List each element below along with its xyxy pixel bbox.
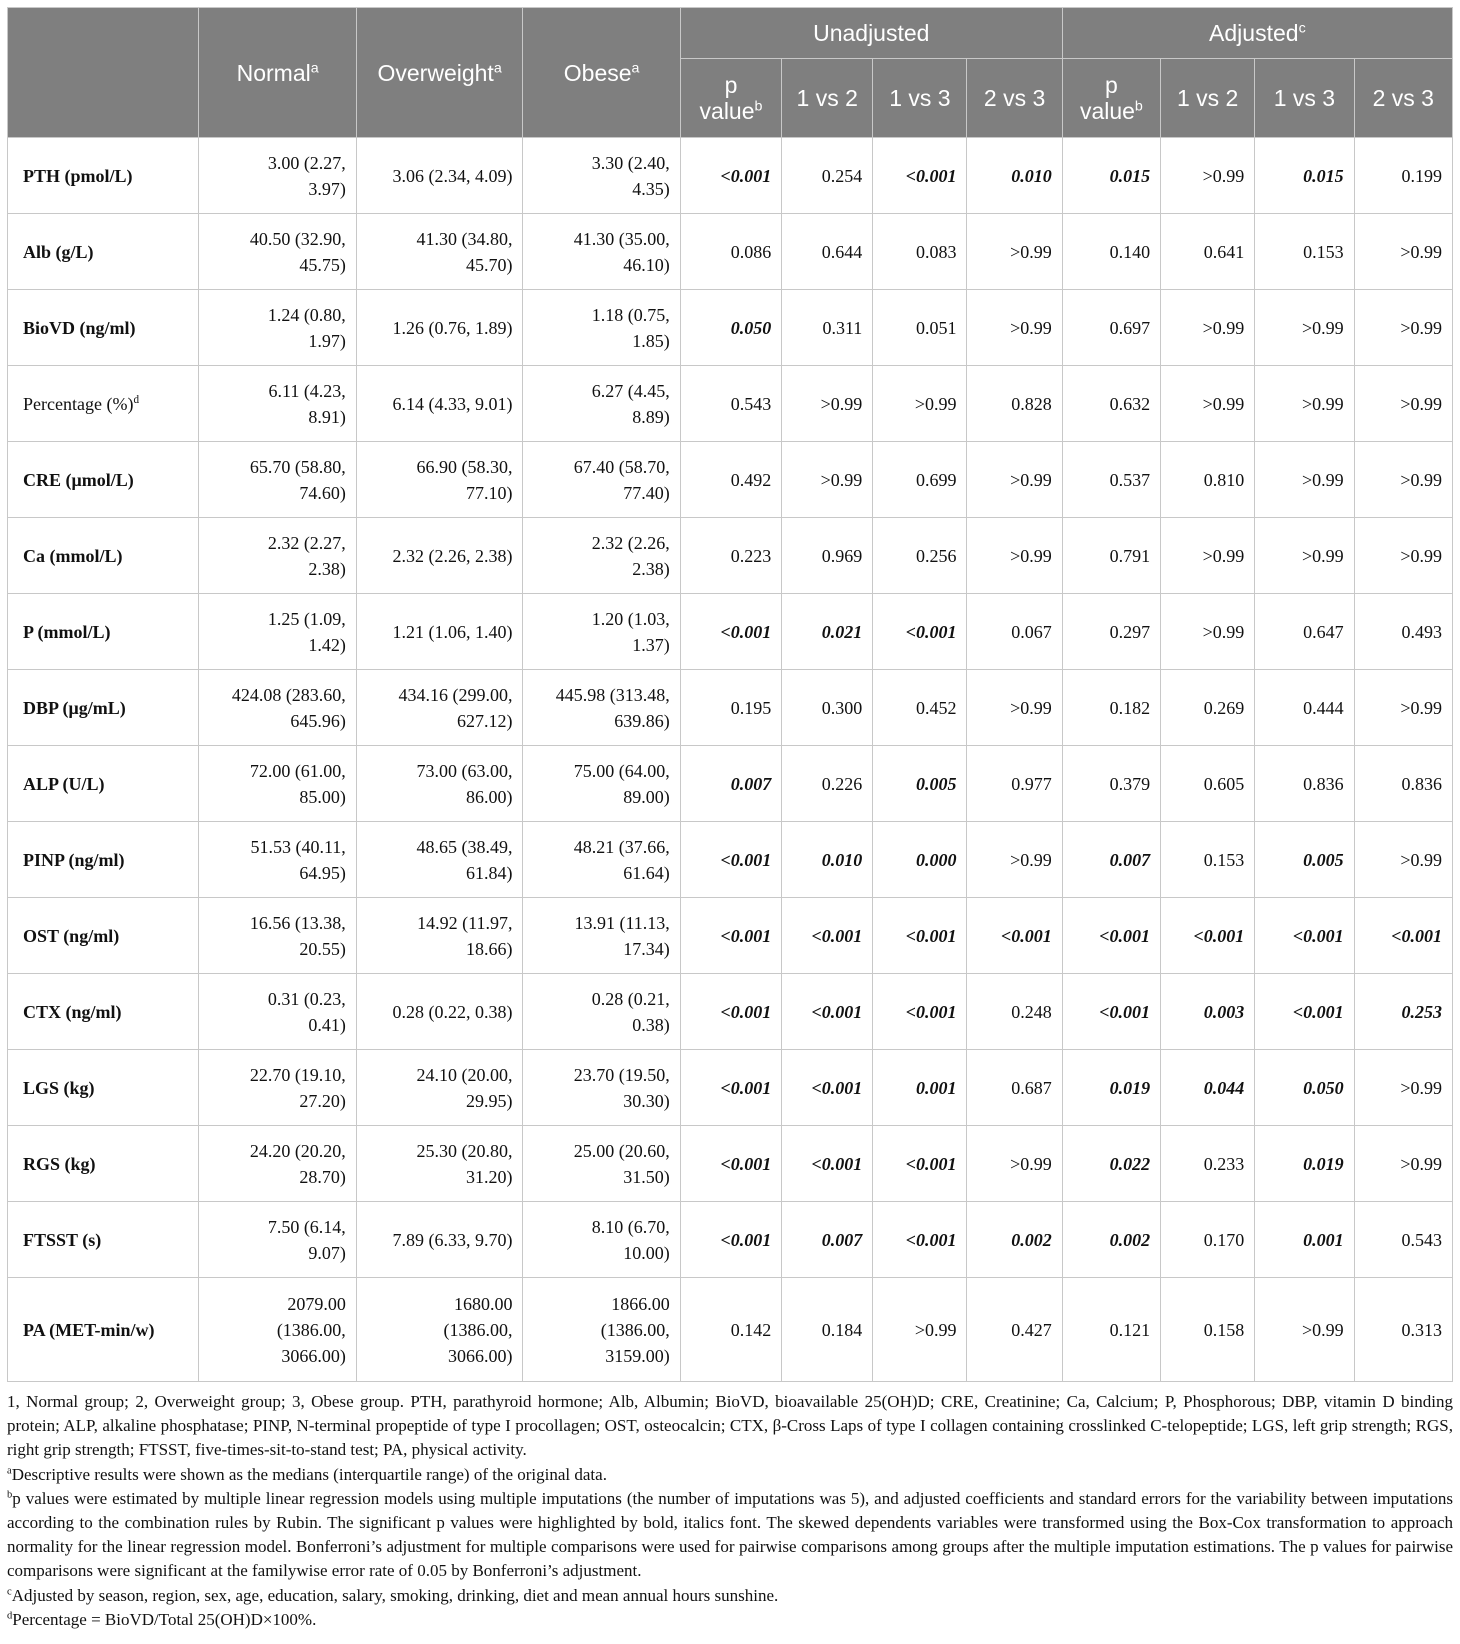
cell-overweight: 7.89 (6.33, 9.70) [356,1202,523,1278]
table-row [8,1050,1453,1126]
cell-unadj-1vs3: <0.001 [873,1126,967,1202]
cell-unadj-1vs2: 0.311 [782,290,873,366]
cell-obese: 48.21 (37.66, 61.64) [523,822,680,898]
table-row [8,822,1453,898]
cell-unadj-pvalue: 0.223 [680,518,781,594]
header-adj-2vs3: 2 vs 3 [1354,59,1452,138]
cell-unadj-1vs2: 0.644 [782,214,873,290]
cell-overweight: 2.32 (2.26, 2.38) [356,518,523,594]
cell-adj-2vs3: >0.99 [1354,670,1452,746]
cell-unadj-pvalue: <0.001 [680,1202,781,1278]
table-figure [7,7,1453,1632]
cell-obese: 13.91 (11.13, 17.34) [523,898,680,974]
cell-overweight: 66.90 (58.30, 77.10) [356,442,523,518]
cell-unadj-2vs3: >0.99 [967,1126,1062,1202]
cell-unadj-1vs3: 0.699 [873,442,967,518]
cell-unadj-1vs3: 0.083 [873,214,967,290]
cell-normal: 51.53 (40.11, 64.95) [199,822,356,898]
cell-overweight: 1680.00 (1386.00, 3066.00) [356,1278,523,1382]
cell-normal: 16.56 (13.38, 20.55) [199,898,356,974]
cell-adj-1vs3: 0.836 [1255,746,1354,822]
cell-adj-2vs3: <0.001 [1354,898,1452,974]
cell-unadj-1vs3: 0.001 [873,1050,967,1126]
cell-adj-1vs3: >0.99 [1255,1278,1354,1382]
cell-adj-1vs3: 0.153 [1255,214,1354,290]
cell-adj-1vs2: >0.99 [1161,594,1255,670]
cell-unadj-2vs3: >0.99 [967,518,1062,594]
cell-unadj-1vs2: 0.300 [782,670,873,746]
cell-unadj-2vs3: 0.687 [967,1050,1062,1126]
header-normal: Normal$^a$ [199,8,356,138]
footnote-b: $^b$p values were estimated by multiple linear regression models using multiple imputations (the number of imputations was 5), and adjusted coefficients and standard errors for the variability between imputations according to the combination rules by Rubin. The significant p values were highlighted by bold, italics font. The skewed dependents variables were transformed using the Box-Cox transformation to approach normality for the linear regression model. Bonferroni’s adjustment for multiple comparisons were used for pairwise comparisons among groups after the multiple imputation estimations. The p values for pairwise comparisons were significant at the familywise error rate of 0.05 by Bonferroni’s adjustment. [7,1488,1453,1581]
cell-adj-1vs3: <0.001 [1255,898,1354,974]
cell-normal: 0.31 (0.23, 0.41) [199,974,356,1050]
row-label: LGS (kg) [8,1050,199,1126]
table-row [8,442,1453,518]
cell-obese: 6.27 (4.45, 8.89) [523,366,680,442]
cell-adj-pvalue: 0.297 [1062,594,1160,670]
cell-adj-pvalue: 0.121 [1062,1278,1160,1382]
cell-adj-2vs3: 0.313 [1354,1278,1452,1382]
cell-overweight: 0.28 (0.22, 0.38) [356,974,523,1050]
cell-unadj-pvalue: 0.195 [680,670,781,746]
cell-unadj-1vs3: <0.001 [873,1202,967,1278]
table-row [8,366,1453,442]
cell-adj-1vs3: 0.019 [1255,1126,1354,1202]
cell-unadj-pvalue: <0.001 [680,138,781,214]
cell-adj-1vs2: 0.641 [1161,214,1255,290]
cell-adj-1vs2: 0.158 [1161,1278,1255,1382]
cell-unadj-1vs2: 0.007 [782,1202,873,1278]
cell-obese: 1.20 (1.03, 1.37) [523,594,680,670]
table-row [8,1202,1453,1278]
cell-adj-1vs2: >0.99 [1161,518,1255,594]
footnote-abbreviations: 1, Normal group; 2, Overweight group; 3, Obese group. PTH, parathyroid hormone; Alb, Albumin; BioVD, bioavailable 25(OH)D; CRE, Creatinine; Ca, Calcium; P, Phosphorous; DBP, vitamin D binding protein; ALP, alkaline phosphatase; PINP, N-terminal propeptide of type I procollagen; OST, osteocalcin; CTX, β-Cross Laps of type I collagen containing crosslinked C-telopeptide; LGS, left grip strength; RGS, right grip strength; FTSST, five-times-sit-to-stand test; PA, physical activity. [7,1392,1453,1460]
cell-adj-1vs2: 0.170 [1161,1202,1255,1278]
cell-unadj-1vs2: >0.99 [782,366,873,442]
cell-overweight: 14.92 (11.97, 18.66) [356,898,523,974]
header-unadj-pvalue: p value$^b$ [680,59,781,138]
cell-adj-2vs3: >0.99 [1354,518,1452,594]
table-row [8,518,1453,594]
cell-unadj-2vs3: 0.010 [967,138,1062,214]
row-label: Percentage (%)$^d$ [8,366,199,442]
header-unadj-1vs2: 1 vs 2 [782,59,873,138]
cell-obese: 1.18 (0.75, 1.85) [523,290,680,366]
cell-unadj-pvalue: 0.142 [680,1278,781,1382]
cell-normal: 40.50 (32.90, 45.75) [199,214,356,290]
table-row [8,290,1453,366]
header-unadj-2vs3: 2 vs 3 [967,59,1062,138]
cell-unadj-1vs2: <0.001 [782,1050,873,1126]
cell-adj-1vs2: 0.153 [1161,822,1255,898]
cell-unadj-pvalue: <0.001 [680,822,781,898]
row-label: ALP (U/L) [8,746,199,822]
cell-unadj-2vs3: >0.99 [967,214,1062,290]
header-adj-1vs2: 1 vs 2 [1161,59,1255,138]
cell-overweight: 1.21 (1.06, 1.40) [356,594,523,670]
cell-unadj-1vs2: 0.184 [782,1278,873,1382]
cell-unadj-1vs3: 0.005 [873,746,967,822]
cell-adj-pvalue: 0.182 [1062,670,1160,746]
header-obese: Obese$^a$ [523,8,680,138]
cell-unadj-1vs3: <0.001 [873,898,967,974]
cell-unadj-2vs3: >0.99 [967,442,1062,518]
cell-normal: 72.00 (61.00, 85.00) [199,746,356,822]
cell-overweight: 41.30 (34.80, 45.70) [356,214,523,290]
row-label: PINP (ng/ml) [8,822,199,898]
cell-obese: 25.00 (20.60, 31.50) [523,1126,680,1202]
cell-normal: 3.00 (2.27, 3.97) [199,138,356,214]
cell-adj-pvalue: 0.002 [1062,1202,1160,1278]
cell-unadj-pvalue: 0.007 [680,746,781,822]
cell-unadj-1vs2: 0.254 [782,138,873,214]
cell-obese: 0.28 (0.21, 0.38) [523,974,680,1050]
cell-adj-1vs3: 0.647 [1255,594,1354,670]
cell-normal: 2.32 (2.27, 2.38) [199,518,356,594]
cell-normal: 22.70 (19.10, 27.20) [199,1050,356,1126]
cell-adj-pvalue: 0.015 [1062,138,1160,214]
cell-overweight: 1.26 (0.76, 1.89) [356,290,523,366]
header-adjusted: Adjusted$^c$ [1062,8,1452,59]
cell-normal: 24.20 (20.20, 28.70) [199,1126,356,1202]
row-label: P (mmol/L) [8,594,199,670]
cell-normal: 65.70 (58.80, 74.60) [199,442,356,518]
cell-adj-pvalue: 0.697 [1062,290,1160,366]
cell-overweight: 73.00 (63.00, 86.00) [356,746,523,822]
cell-unadj-1vs3: 0.452 [873,670,967,746]
cell-adj-1vs3: 0.005 [1255,822,1354,898]
cell-unadj-1vs3: >0.99 [873,366,967,442]
cell-obese: 41.30 (35.00, 46.10) [523,214,680,290]
row-label: CTX (ng/ml) [8,974,199,1050]
cell-adj-pvalue: 0.791 [1062,518,1160,594]
cell-obese: 8.10 (6.70, 10.00) [523,1202,680,1278]
cell-adj-1vs3: 0.444 [1255,670,1354,746]
cell-unadj-2vs3: >0.99 [967,670,1062,746]
cell-unadj-1vs3: <0.001 [873,138,967,214]
cell-adj-2vs3: >0.99 [1354,1050,1452,1126]
cell-adj-1vs2: >0.99 [1161,366,1255,442]
table-row [8,138,1453,214]
header-overweight: Overweight$^a$ [356,8,523,138]
cell-overweight: 25.30 (20.80, 31.20) [356,1126,523,1202]
cell-obese: 1866.00 (1386.00, 3159.00) [523,1278,680,1382]
row-label: Alb (g/L) [8,214,199,290]
cell-obese: 445.98 (313.48, 639.86) [523,670,680,746]
cell-adj-pvalue: <0.001 [1062,974,1160,1050]
table-body [8,138,1453,1382]
cell-normal: 2079.00 (1386.00, 3066.00) [199,1278,356,1382]
cell-unadj-pvalue: 0.050 [680,290,781,366]
table-header [8,8,1453,138]
cell-obese: 67.40 (58.70, 77.40) [523,442,680,518]
cell-unadj-2vs3: 0.248 [967,974,1062,1050]
cell-unadj-pvalue: <0.001 [680,974,781,1050]
header-adj-1vs3: 1 vs 3 [1255,59,1354,138]
table-row [8,1278,1453,1382]
cell-adj-1vs2: 0.003 [1161,974,1255,1050]
cell-normal: 424.08 (283.60, 645.96) [199,670,356,746]
cell-unadj-1vs2: 0.021 [782,594,873,670]
cell-adj-2vs3: >0.99 [1354,822,1452,898]
table-row [8,1126,1453,1202]
cell-overweight: 48.65 (38.49, 61.84) [356,822,523,898]
table-footnotes [7,1390,1453,1632]
cell-adj-1vs3: 0.050 [1255,1050,1354,1126]
cell-adj-1vs3: >0.99 [1255,366,1354,442]
row-label: OST (ng/ml) [8,898,199,974]
footnote-c: $^c$Adjusted by season, region, sex, age, education, salary, smoking, drinking, diet and mean annual hours sunshine. [7,1585,779,1605]
cell-unadj-1vs2: 0.226 [782,746,873,822]
cell-unadj-1vs2: 0.010 [782,822,873,898]
results-table [7,7,1453,1382]
cell-adj-1vs3: 0.015 [1255,138,1354,214]
row-label: RGS (kg) [8,1126,199,1202]
cell-adj-1vs3: >0.99 [1255,290,1354,366]
cell-unadj-1vs2: <0.001 [782,974,873,1050]
cell-adj-2vs3: >0.99 [1354,366,1452,442]
cell-unadj-2vs3: >0.99 [967,822,1062,898]
cell-adj-1vs2: >0.99 [1161,290,1255,366]
cell-adj-pvalue: 0.022 [1062,1126,1160,1202]
header-unadj-1vs3: 1 vs 3 [873,59,967,138]
cell-unadj-2vs3: 0.828 [967,366,1062,442]
cell-unadj-1vs3: <0.001 [873,974,967,1050]
row-label: BioVD (ng/ml) [8,290,199,366]
cell-normal: 1.25 (1.09, 1.42) [199,594,356,670]
cell-adj-pvalue: 0.632 [1062,366,1160,442]
cell-adj-2vs3: >0.99 [1354,214,1452,290]
table-row [8,594,1453,670]
row-label: FTSST (s) [8,1202,199,1278]
cell-unadj-pvalue: 0.086 [680,214,781,290]
cell-unadj-pvalue: <0.001 [680,594,781,670]
cell-unadj-2vs3: 0.002 [967,1202,1062,1278]
cell-unadj-pvalue: <0.001 [680,1050,781,1126]
table-row [8,214,1453,290]
cell-adj-2vs3: 0.199 [1354,138,1452,214]
table-row [8,746,1453,822]
cell-unadj-pvalue: 0.492 [680,442,781,518]
table-row [8,974,1453,1050]
cell-adj-2vs3: 0.253 [1354,974,1452,1050]
cell-adj-2vs3: 0.493 [1354,594,1452,670]
cell-adj-2vs3: >0.99 [1354,442,1452,518]
cell-adj-1vs2: >0.99 [1161,138,1255,214]
header-adj-pvalue: p value$^b$ [1062,59,1160,138]
table-row [8,898,1453,974]
cell-unadj-1vs2: <0.001 [782,1126,873,1202]
footnote-a: $^a$Descriptive results were shown as the medians (interquartile range) of the original data. [7,1464,607,1484]
cell-obese: 3.30 (2.40, 4.35) [523,138,680,214]
cell-unadj-1vs3: <0.001 [873,594,967,670]
cell-unadj-1vs3: 0.051 [873,290,967,366]
cell-adj-pvalue: 0.379 [1062,746,1160,822]
cell-adj-1vs3: 0.001 [1255,1202,1354,1278]
cell-unadj-2vs3: 0.067 [967,594,1062,670]
cell-unadj-1vs2: 0.969 [782,518,873,594]
cell-adj-2vs3: 0.836 [1354,746,1452,822]
cell-overweight: 24.10 (20.00, 29.95) [356,1050,523,1126]
cell-overweight: 434.16 (299.00, 627.12) [356,670,523,746]
cell-adj-1vs3: >0.99 [1255,442,1354,518]
cell-adj-1vs2: <0.001 [1161,898,1255,974]
cell-adj-1vs2: 0.810 [1161,442,1255,518]
header-unadjusted: Unadjusted [680,8,1062,59]
cell-adj-pvalue: 0.140 [1062,214,1160,290]
row-label: DBP (μg/mL) [8,670,199,746]
cell-adj-pvalue: 0.537 [1062,442,1160,518]
cell-obese: 23.70 (19.50, 30.30) [523,1050,680,1126]
cell-unadj-2vs3: 0.427 [967,1278,1062,1382]
cell-normal: 7.50 (6.14, 9.07) [199,1202,356,1278]
cell-unadj-2vs3: <0.001 [967,898,1062,974]
cell-obese: 2.32 (2.26, 2.38) [523,518,680,594]
row-label: PTH (pmol/L) [8,138,199,214]
cell-unadj-2vs3: 0.977 [967,746,1062,822]
cell-overweight: 3.06 (2.34, 4.09) [356,138,523,214]
row-label: PA (MET-min/w) [8,1278,199,1382]
table-row [8,670,1453,746]
cell-adj-pvalue: <0.001 [1062,898,1160,974]
cell-unadj-1vs3: >0.99 [873,1278,967,1382]
cell-unadj-2vs3: >0.99 [967,290,1062,366]
cell-unadj-1vs3: 0.256 [873,518,967,594]
footnote-d: $^d$Percentage = BioVD/Total 25(OH)D×100%. [7,1609,317,1629]
cell-adj-1vs2: 0.269 [1161,670,1255,746]
cell-adj-1vs2: 0.044 [1161,1050,1255,1126]
cell-adj-1vs3: >0.99 [1255,518,1354,594]
cell-adj-pvalue: 0.007 [1062,822,1160,898]
cell-obese: 75.00 (64.00, 89.00) [523,746,680,822]
cell-unadj-1vs3: 0.000 [873,822,967,898]
cell-unadj-pvalue: <0.001 [680,1126,781,1202]
cell-adj-2vs3: >0.99 [1354,290,1452,366]
header-blank [8,8,199,138]
row-label: CRE (μmol/L) [8,442,199,518]
cell-normal: 6.11 (4.23, 8.91) [199,366,356,442]
cell-normal: 1.24 (0.80, 1.97) [199,290,356,366]
row-label: Ca (mmol/L) [8,518,199,594]
cell-adj-pvalue: 0.019 [1062,1050,1160,1126]
cell-unadj-1vs2: >0.99 [782,442,873,518]
cell-unadj-pvalue: 0.543 [680,366,781,442]
cell-adj-1vs2: 0.605 [1161,746,1255,822]
cell-unadj-pvalue: <0.001 [680,898,781,974]
cell-adj-2vs3: >0.99 [1354,1126,1452,1202]
cell-adj-2vs3: 0.543 [1354,1202,1452,1278]
cell-unadj-1vs2: <0.001 [782,898,873,974]
cell-overweight: 6.14 (4.33, 9.01) [356,366,523,442]
cell-adj-1vs2: 0.233 [1161,1126,1255,1202]
cell-adj-1vs3: <0.001 [1255,974,1354,1050]
